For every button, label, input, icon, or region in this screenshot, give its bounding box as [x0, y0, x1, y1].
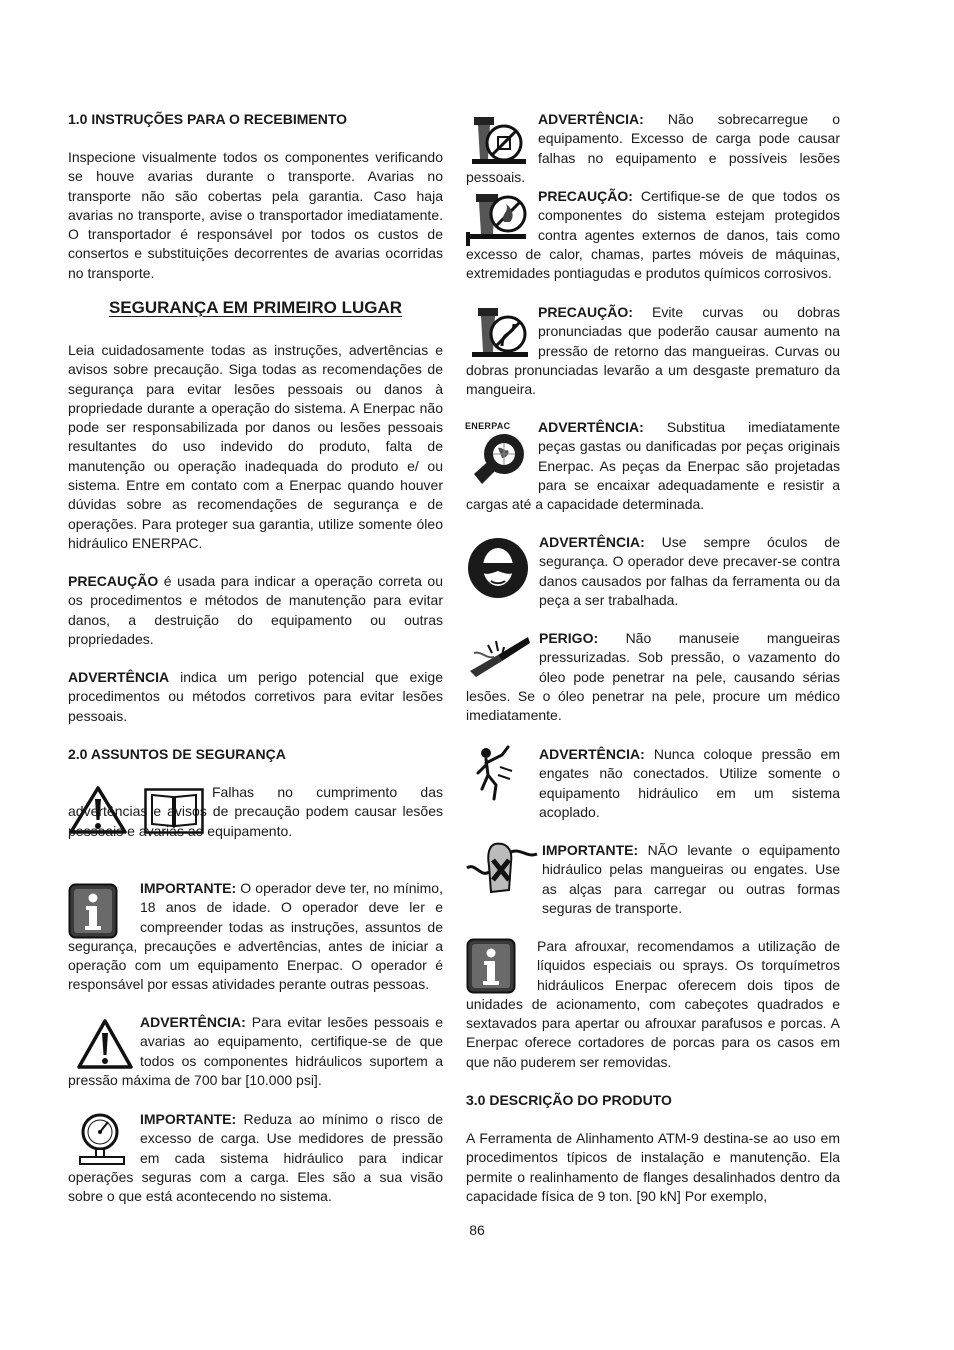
- caution-term: PRECAUÇÃO: [68, 573, 159, 589]
- failure-warning-paragraph: Falhas no cumprimento das advertências e avisos de precaução podem causar lesões pessoais e avarias ao equipamento.: [68, 784, 443, 839]
- warning-definition: ADVERTÊNCIA indica um perigo potencial que exige procedimentos ou métodos corretivos para evitar lesões pessoais.: [68, 669, 443, 724]
- caution-definition: PRECAUÇÃO é usada para indicar a operação correta ou os procedimentos e métodos de manutenção para evitar danos, a destruição do equipamento ou outras propriedades.: [68, 573, 443, 647]
- section-3-text: A Ferramenta de Alinhamento ATM-9 destina-se ao uso em procedimentos típicos de instalação e manutenção. Ela permite o realinhamento de flanges desalinhados dentro da capacidade física de 9 ton. [90 kN] Por exemplo,: [466, 1130, 840, 1204]
- warning-term: ADVERTÊNCIA: [68, 669, 170, 685]
- coupler-warning-text: ADVERTÊNCIA: Nunca coloque pressão em engates não conectados. Utilize somente o equipamento hidráulico em um sistema acoplado.: [539, 746, 840, 820]
- page-number: 86: [469, 1222, 485, 1238]
- important-age-label: IMPORTANTE:: [140, 880, 237, 896]
- hose-bend-label: PRECAUÇÃO:: [538, 304, 633, 320]
- section-3-heading: 3.0 DESCRIÇÃO DO PRODUTO: [466, 1092, 672, 1108]
- section-1-heading: 1.0 INSTRUÇÕES PARA O RECEBIMENTO: [68, 111, 348, 127]
- warning-pressure-text: ADVERTÊNCIA: Para evitar lesões pessoais e avarias ao equipamento, certifique-se de que todos os componentes hidráulicos suportem a pressão máxima de 700 bar [10.000 psi].: [68, 1014, 443, 1088]
- component-protection-text: PRECAUÇÃO: Certifique-se de que todos os componentes do sistema estejam protegidos contra agentes externos de danos, tais como excesso de calor, chamas, partes móveis de máquinas, extremidades pontiagudas e produtos químicos corrosivos.: [466, 188, 840, 282]
- section-1-text: Inspecione visualmente todos os componentes verificando se houve avarias durante o transporte. Avarias no transporte não são cobertas pela garantia. Caso haja avarias no transporte, avise o transportador imediatamente. O transportador é responsável por todos os custos de consertos e substituições decorrentes de avarias ocorridas no transporte.: [68, 149, 443, 281]
- replace-parts-label: ADVERTÊNCIA:: [538, 419, 644, 435]
- coupler-warning-label: ADVERTÊNCIA:: [539, 746, 645, 762]
- important-gauge-label: IMPORTANTE:: [140, 1111, 237, 1127]
- section-2-heading: 2.0 ASSUNTOS DE SEGURANÇA: [68, 746, 286, 762]
- overload-warning-label: ADVERTÊNCIA:: [538, 111, 644, 127]
- enerpac-logo: ENERPAC: [465, 421, 511, 431]
- no-lift-label: IMPORTANTE:: [542, 842, 639, 858]
- safety-heading: SEGURANÇA EM PRIMEIRO LUGAR: [108, 298, 403, 317]
- goggles-warning-label: ADVERTÊNCIA:: [539, 534, 645, 550]
- danger-hose-label: PERIGO:: [539, 630, 599, 646]
- warning-pressure-label: ADVERTÊNCIA:: [140, 1014, 246, 1030]
- replace-parts-text: ADVERTÊNCIA: Substitua imediatamente peças gastas ou danificadas por peças originais Enerpac. As peças da Enerpac são projetadas para se encaixar adequadamente e resistir a cargas até a capacidade determinada.: [466, 419, 840, 513]
- loosening-info-text: Para afrouxar, recomendamos a utilização de líquidos especiais ou sprays. Os torquímetros hidráulicos Enerpac oferecem dois tipos de unidades de acionamento, com cabeçotes quadrados e sextavados para apertar ou afrouxar parafusos e porcas. A Enerpac oferece cortadores de porcas para os casos em que não puderem ser removidas.: [466, 938, 840, 1070]
- goggles-warning-text: ADVERTÊNCIA: Use sempre óculos de segurança. O operador deve precaver-se contra danos causados por falhas da ferramenta ou da peça a ser trabalhada.: [539, 534, 840, 608]
- danger-hose-text: PERIGO: Não manuseie mangueiras pressurizadas. Sob pressão, o vazamento do óleo pode penetrar na pele, causando sérias lesões. Se o óleo penetrar na pele, procure um médico imediatamente.: [466, 630, 840, 724]
- safety-text: Leia cuidadosamente todas as instruções, advertências e avisos sobre precaução. Siga todas as recomendações de segurança para evitar lesões pessoais ou danos à propriedade durante a operação do sistema. A Enerpac não pode ser responsabilizada por danos ou lesões pessoais resultantes do uso indevido do produto, falta de manutenção ou operação inadequada do produto e/ ou sistema. Entre em contato com a Enerpac quando houver dúvidas sobre as recomendações de segurança e de operações. Para proteger sua garantia, utilize somente óleo hidráulico ENERPAC.: [68, 342, 443, 551]
- important-age-text: IMPORTANTE: O operador deve ter, no mínimo, 18 anos de idade. O operador deve ler e compreender todas as instruções, assuntos de segurança, precauções e advertências, antes de iniciar a operação com um equipamento Enerpac. O operador é responsável por essas atividades perante outras pessoas.: [68, 880, 443, 993]
- hose-bend-text: PRECAUÇÃO: Evite curvas ou dobras pronunciadas que poderão causar aumento na pressão de retorno das mangueiras. Curvas ou dobras pronunciadas levarão a um desgaste prematuro da mangueira.: [466, 304, 840, 398]
- component-protection-label: PRECAUÇÃO:: [538, 188, 633, 204]
- important-gauge-text: IMPORTANTE: Reduza ao mínimo o risco de excesso de carga. Use medidores de pressão em cada sistema hidráulico para indicar operações seguras com a carga. Eles são a sua visão sobre o que está acontecendo no sistema.: [68, 1111, 443, 1205]
- no-lift-text: IMPORTANTE: NÃO levante o equipamento hidráulico pelas mangueiras ou engates. Use as alças para carregar ou outras formas seguras de transporte.: [542, 842, 840, 916]
- overload-warning-text: ADVERTÊNCIA: Não sobrecarregue o equipamento. Excesso de carga pode causar falhas no equipamento e possíveis lesões pessoais.: [466, 111, 840, 185]
